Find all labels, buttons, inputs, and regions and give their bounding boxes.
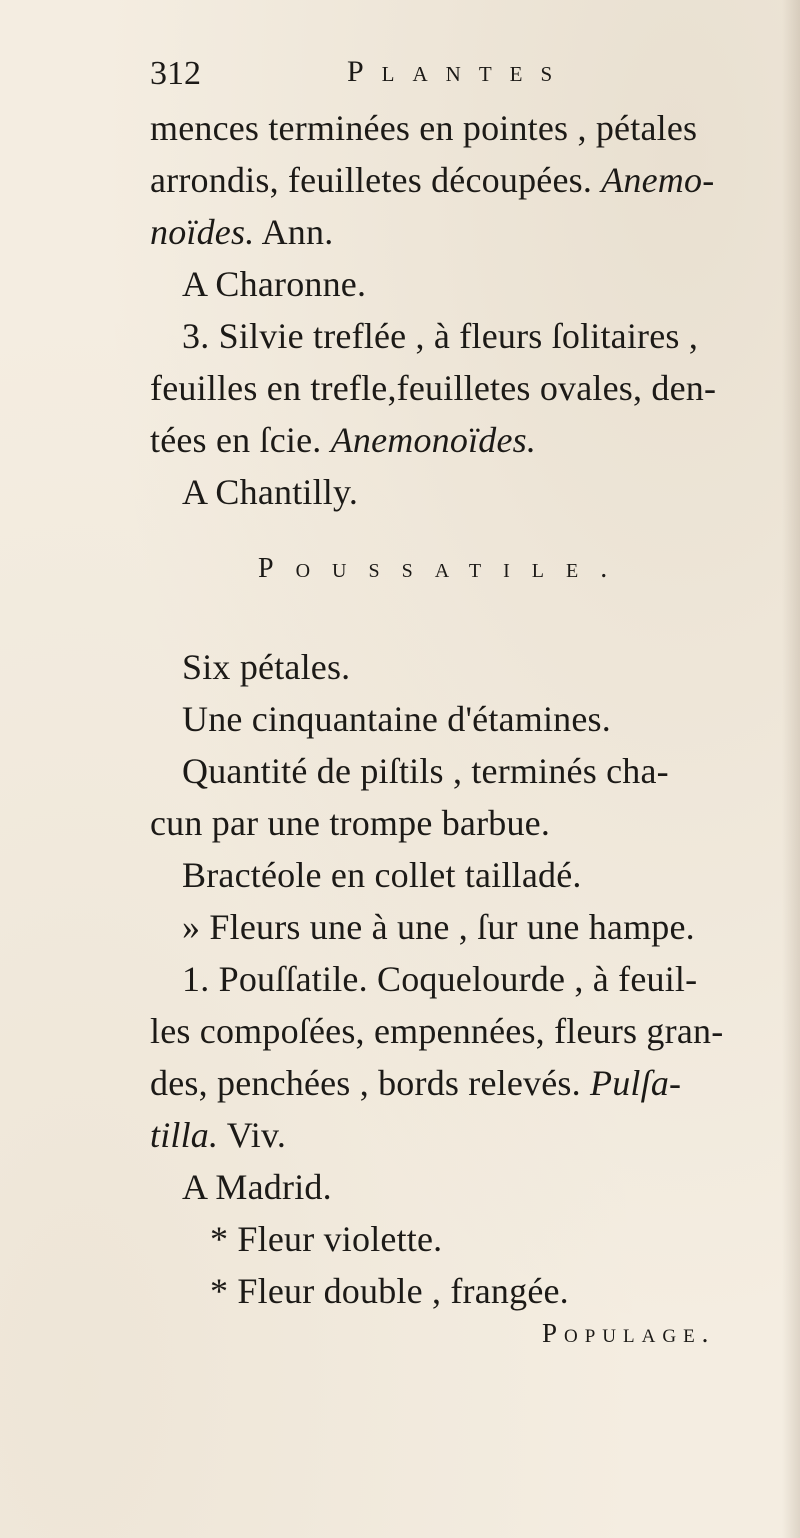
text-line-content: Ann. <box>254 212 334 252</box>
text-line-content: A Charonne. <box>182 264 367 304</box>
catchword: Populage. <box>542 1318 716 1348</box>
text-line-content: » Fleurs une à une , ſur une hampe. <box>182 907 695 947</box>
locality-line <box>182 1165 332 1209</box>
text-line-content: A Chantilly. <box>182 472 359 512</box>
text-line-content: cun par une trompe barbue. <box>150 803 551 843</box>
text-line <box>150 210 333 254</box>
text-line-content: les compoſées, empennées, fleurs gran- <box>150 1011 724 1051</box>
page-number: 312 <box>150 55 201 92</box>
text-line-content: * Fleur double , frangée. <box>210 1271 569 1311</box>
text-line <box>150 158 714 202</box>
text-line <box>182 853 582 897</box>
text-line <box>182 905 695 949</box>
latin-name: noïdes. <box>150 212 255 252</box>
text-line-content: feuilles en trefle,feuilletes ovales, den- <box>150 368 717 408</box>
text-line-content: Une cinquantaine d'étamines. <box>182 699 611 739</box>
text-line-content: * Fleur violette. <box>210 1219 443 1259</box>
text-line <box>150 1113 286 1157</box>
variety-line <box>210 1269 569 1313</box>
text-line <box>150 106 697 150</box>
text-line-content: Viv. <box>218 1115 287 1155</box>
text-line <box>150 366 716 410</box>
text-line-content: A Madrid. <box>182 1167 332 1207</box>
text-line-content: Quantité de piſtils , terminés cha- <box>182 751 669 791</box>
locality-line <box>182 262 366 306</box>
text-line <box>182 957 697 1001</box>
text-line <box>182 697 611 741</box>
text-line-content: mences terminées en pointes , pétales <box>150 108 698 148</box>
running-title: Plantes <box>347 55 571 88</box>
latin-name: tilla. <box>150 1115 219 1155</box>
latin-name: Anemonoïdes. <box>330 420 537 460</box>
locality-line <box>182 470 358 514</box>
text-line <box>150 1009 723 1053</box>
text-line-content: Bractéole en collet tailladé. <box>182 855 582 895</box>
text-line-content: Six pétales. <box>182 647 351 687</box>
latin-name: Pulſa- <box>590 1063 682 1103</box>
text-line <box>182 645 350 689</box>
text-line-content: des, penchées , bords relevés. <box>150 1063 591 1103</box>
text-line <box>150 801 550 845</box>
text-line-content: arrondis, feuilletes découpées. <box>150 160 602 200</box>
text-line <box>150 418 536 462</box>
text-line <box>182 314 698 358</box>
text-line-content: 3. Silvie treflée , à fleurs ſolitaires , <box>182 316 699 356</box>
text-line-content: 1. Pouſſatile. Coquelourde , à feuil- <box>182 959 698 999</box>
text-line <box>182 749 669 793</box>
text-line <box>150 1061 681 1105</box>
variety-line <box>210 1217 442 1261</box>
latin-name: Anemo- <box>601 160 715 200</box>
page-edge-shadow <box>782 0 800 1538</box>
section-title: Poussatile. <box>258 553 630 584</box>
text-line-content: tées en ſcie. <box>150 420 331 460</box>
